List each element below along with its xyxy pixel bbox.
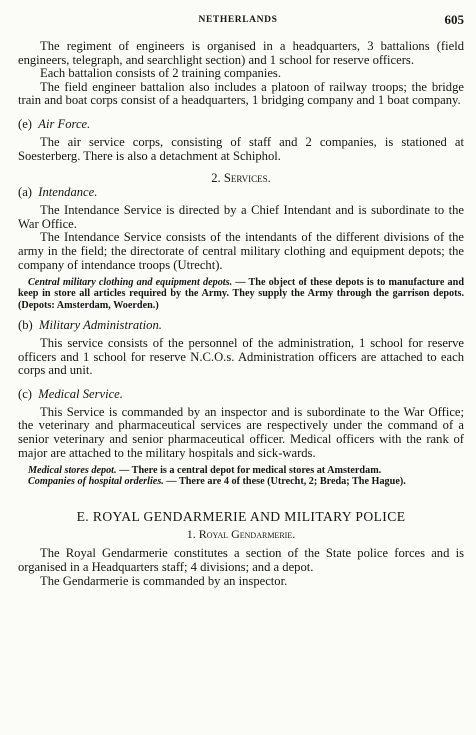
services-heading: 2. Services.	[211, 171, 271, 186]
gendarmerie-paragraph-2: The Gendarmerie is commanded by an inspector.	[40, 573, 288, 588]
engineers-paragraph-2: Each battalion consists of 2 training companies.	[40, 66, 281, 81]
hospital-orderlies-note	[18, 476, 464, 487]
header-title: NETHERLANDS	[198, 15, 278, 25]
running-header	[0, 12, 476, 30]
air-force-heading	[18, 117, 464, 131]
clothing-depots-note-label: Central military clothing and equipment depots.	[28, 277, 233, 289]
military-administration-title: Military Administration.	[38, 318, 162, 333]
clothing-depots-note	[18, 277, 464, 311]
intendance-title: Intendance.	[38, 185, 98, 200]
military-administration-letter: (b)	[18, 318, 33, 333]
engineers-paragraph-1: The regiment of engineers is organised in a headquarters, 3 battalions (field engineers, telegraph, and searchlight section) and 1 school for reserve officers.	[18, 39, 464, 67]
medical-stores-note-text: — There is a central depot for medical stores at Amsterdam.	[116, 465, 382, 477]
intendance-paragraph-1: The Intendance Service is directed by a Chief Intendant and is subordinate to the War Office.	[18, 203, 464, 231]
royal-gendarmerie-subheading: 1. Royal Gendarmerie.	[186, 527, 296, 542]
military-administration-paragraph: This service consists of the personnel of the administration, 1 school for reserve officers and 1 school for reserve N.C.O.s. Administration officers are attached to each corps and unit.	[18, 336, 464, 378]
clothing-depots-note-text: — The object of these depots is to manufacture and keep in store all articles required by the Army. They supply the Army through the garrison depots. (Depots: Amsterdam, Woerden.)	[18, 277, 464, 311]
air-force-letter: (e)	[18, 116, 32, 131]
air-force-title: Air Force.	[38, 116, 91, 131]
intendance-heading	[18, 185, 464, 199]
medical-service-title: Medical Service.	[38, 386, 123, 401]
medical-stores-note	[18, 465, 464, 476]
gendarmerie-paragraph-1: The Royal Gendarmerie constitutes a section of the State police forces and is organised in a Headquarters staff; 4 divisions; and a depot.	[18, 546, 464, 574]
page-number: 605	[444, 12, 464, 27]
hospital-orderlies-note-label: Companies of hospital orderlies.	[28, 476, 164, 488]
medical-service-heading	[18, 387, 464, 401]
hospital-orderlies-note-text: — There are 4 of these (Utrecht, 2; Breda; The Hague).	[163, 476, 406, 488]
air-force-paragraph: The air service corps, consisting of staff and 2 companies, is stationed at Soesterberg. There is also a detachment at Schiphol.	[18, 134, 464, 163]
section-e-title: E. ROYAL GENDARMERIE AND MILITARY POLICE	[76, 508, 406, 524]
medical-service-letter: (c)	[18, 386, 32, 401]
page-body	[18, 40, 464, 588]
intendance-letter: (a)	[18, 185, 32, 200]
military-administration-heading	[18, 318, 464, 332]
intendance-paragraph-2: The Intendance Service consists of the intendants of the different divisions of the army in the field; the directorate of central military clothing and equipment depots; the company of intendance troops (Utrecht).	[18, 230, 464, 272]
medical-service-paragraph: This Service is commanded by an inspector and is subordinate to the War Office; the veterinary and pharmaceutical services are respectively under the command of a senior veterinary and senior pharmaceutical officer. Medical officers with the rank of major are attached to the military hospitals and sick-wards.	[18, 404, 464, 460]
medical-stores-note-label: Medical stores depot.	[28, 465, 117, 477]
engineers-paragraph-3: The field engineer battalion also includes a platoon of railway troops; the bridge train and boat corps consist of a headquarters, 1 bridging company and 1 boat company.	[18, 79, 464, 108]
